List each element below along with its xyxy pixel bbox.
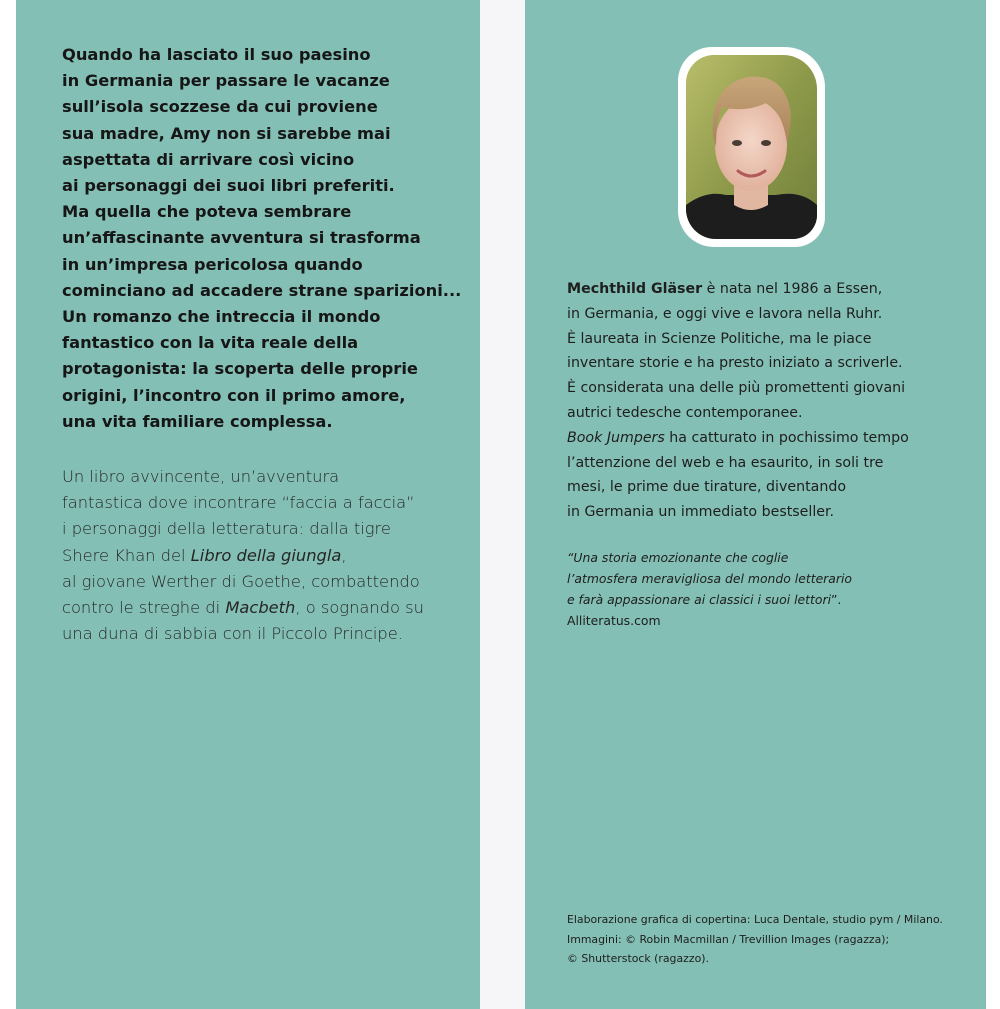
- bio-line: inventare storie e ha presto iniziato a scriverle.: [567, 355, 903, 372]
- synopsis-line: Ma quella che poteva sembrare: [62, 202, 352, 222]
- bio-line: l’attenzione del web e ha esaurito, in soli tre: [567, 454, 884, 471]
- bio-line: [567, 277, 967, 302]
- description-line: [62, 595, 472, 621]
- synopsis-line: aspettata di arrivare così vicino: [62, 149, 355, 169]
- book-title-jungle-book: Libro della giungla: [190, 545, 342, 565]
- quote-line: l’atmosfera meravigliosa del mondo letterario: [567, 571, 852, 586]
- synopsis-line: un’affascinante avventura si trasforma: [62, 228, 421, 248]
- description-line: fantastica dove incontrare “faccia a faccia”: [62, 493, 415, 513]
- bio-line: [567, 426, 967, 451]
- description-text: , o sognando su: [295, 598, 424, 618]
- credits-line: Immagini: © Robin Macmillan / Trevillion Images (ragazza);: [567, 932, 890, 946]
- description-line: una duna di sabbia con il Piccolo Principe.: [62, 624, 403, 644]
- bio-line: autrici tedesche contemporanee.: [567, 404, 803, 421]
- description-line: i personaggi della letteratura: dalla tigre: [62, 519, 391, 539]
- credits-line: © Shutterstock (ragazzo).: [567, 952, 709, 965]
- bio-text: ha catturato in pochissimo tempo: [664, 429, 909, 446]
- synopsis-line: fantastico con la vita reale della: [62, 333, 359, 353]
- synopsis-bold: [62, 42, 462, 435]
- quote-line: “Una storia emozionante che coglie: [567, 550, 789, 565]
- synopsis-line: in Germania per passare le vacanze: [62, 71, 390, 91]
- description-text: ,: [341, 545, 347, 565]
- synopsis-line: sull’isola scozzese da cui proviene: [62, 97, 378, 117]
- bio-line: È laureata in Scienze Politiche, ma le piace: [567, 330, 872, 347]
- quote-source: Alliteratus.com: [567, 613, 661, 628]
- quote-close: ”.: [831, 592, 842, 607]
- description-line: [62, 543, 472, 569]
- book-spine-gutter: [480, 0, 525, 1009]
- book-title-macbeth: Macbeth: [225, 598, 296, 618]
- description-text: Shere Khan del: [62, 545, 191, 565]
- bio-text: è nata nel 1986 a Essen,: [702, 281, 883, 297]
- quote-text: e farà appassionare ai classici i suoi lettori: [567, 592, 832, 607]
- synopsis-line: origini, l’incontro con il primo amore,: [62, 385, 406, 405]
- synopsis-line: cominciano ad accadere strane sparizioni...: [62, 280, 462, 300]
- synopsis-line: ai personaggi dei suoi libri preferiti.: [62, 176, 395, 196]
- synopsis-line: Un romanzo che intreccia il mondo: [62, 307, 381, 327]
- synopsis-regular: [62, 464, 472, 647]
- author-portrait-image: [686, 55, 817, 239]
- description-line: Un libro avvincente, un’avventura: [62, 467, 340, 486]
- author-photo: [686, 55, 817, 239]
- author-biography: [567, 277, 967, 525]
- author-name: Mechthild Gläser: [567, 281, 703, 297]
- book-title-book-jumpers: Book Jumpers: [567, 429, 665, 446]
- synopsis-line: una vita familiare complessa.: [62, 411, 333, 431]
- review-quote: [567, 547, 967, 631]
- synopsis-line: sua madre, Amy non si sarebbe mai: [62, 123, 391, 143]
- synopsis-line: protagonista: la scoperta delle proprie: [62, 359, 418, 379]
- description-line: al giovane Werther di Goethe, combattendo: [62, 571, 420, 591]
- quote-line: [567, 589, 967, 610]
- bio-line: È considerata una delle più promettenti giovani: [567, 380, 906, 397]
- description-text: contro le streghe di: [62, 598, 226, 618]
- credits-line: Elaborazione grafica di copertina: Luca Dentale, studio pym / Milano.: [567, 913, 943, 926]
- bio-line: mesi, le prime due tirature, diventando: [567, 479, 847, 496]
- cover-credits: [567, 910, 977, 969]
- bio-line: in Germania, e oggi vive e lavora nella Ruhr.: [567, 305, 883, 322]
- author-photo-frame: [678, 47, 825, 247]
- synopsis-line: Quando ha lasciato il suo paesino: [62, 45, 371, 64]
- synopsis-line: in un’impresa pericolosa quando: [62, 254, 363, 274]
- bio-line: in Germania un immediato bestseller.: [567, 504, 835, 521]
